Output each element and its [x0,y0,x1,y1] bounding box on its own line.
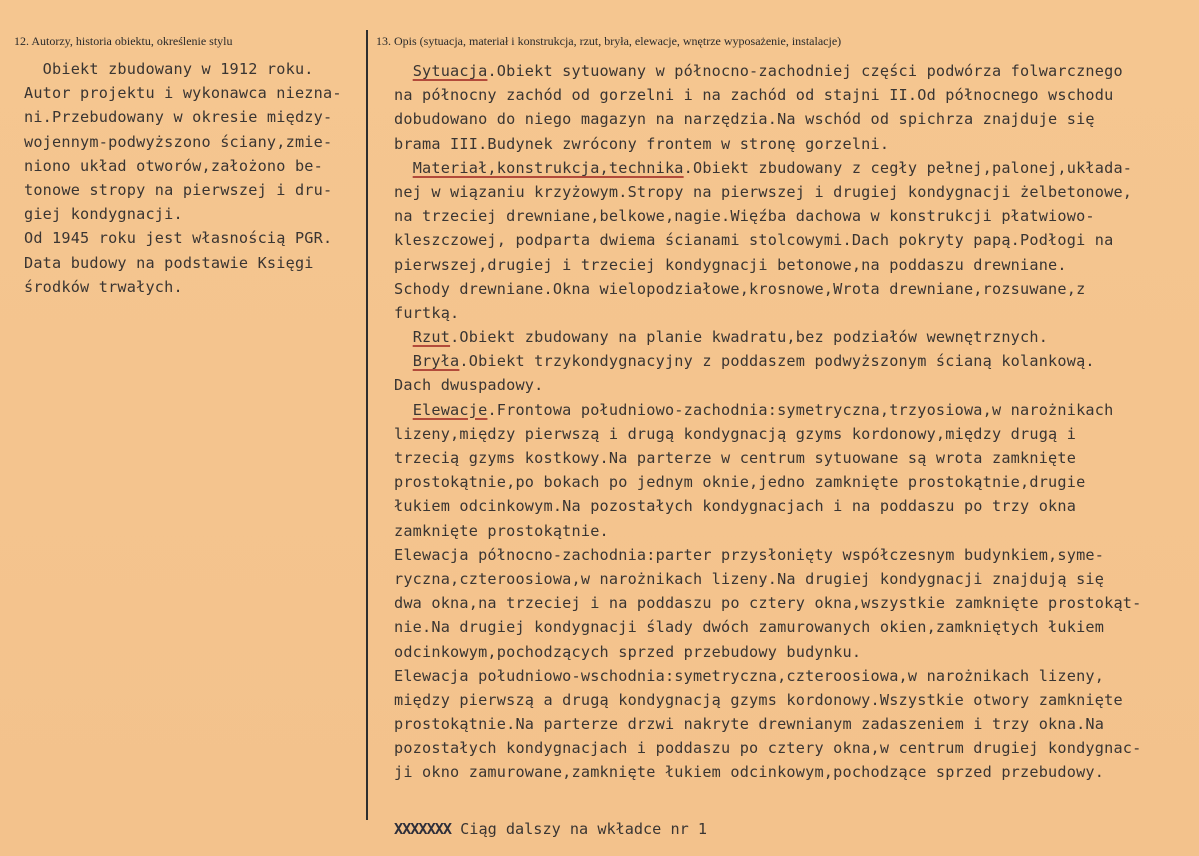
text-line [394,640,1199,664]
line-text: ji okno zamurowane,zamknięte łukiem odcinkowym,pochodzące sprzed przebudowy. [394,763,1105,782]
line-indent [394,401,413,419]
text-line [394,132,1199,156]
text-line [394,156,1199,180]
line-text: Schody drewniane.Okna wielopodziałowe,krosnowe,Wrota drewniane,rozsuwane,z [394,279,1086,298]
text-line: tonowe stropy na pierwszej i dru- [24,180,333,199]
section-12-header: 12. Autorzy, historia obiektu, określenie stylu [14,34,233,48]
line-text: .Obiekt zbudowany z cegły pełnej,palonej,układa- [683,158,1133,177]
text-line: środków trwałych. [24,277,183,296]
text-line: Autor projektu i wykonawca niezna- [24,84,342,103]
line-text: kleszczowej, podparta dwiema ścianami stolcowymi.Dach pokryty papą.Podłogi na [394,231,1114,250]
text-line [394,277,1199,301]
continuation-note [394,820,707,838]
text-line: Data budowy na podstawie Księgi [24,253,314,272]
line-indent [394,159,413,177]
text-line [394,204,1199,228]
text-line [394,664,1199,688]
line-text: na północny zachód od gorzelni i na zachód od stajni II.Od północnego wschodu [394,86,1114,105]
line-text: łukiem odcinkowym.Na pozostałych kondygnacjach i na poddaszu po trzy okna [394,497,1077,516]
authors-history-text [24,57,364,299]
line-text: zamknięte prostokątnie. [394,521,609,540]
text-line [394,253,1199,277]
section-heading: Rzut [412,328,451,347]
line-text: prostokątnie,po bokach po jednym oknie,jedno zamknięte prostokątnie,drugie [394,473,1086,492]
section-13-header: 13. Opis (sytuacja, materiał i konstrukcja, rzut, bryła, elewacje, wnętrze wyposażenie, instalacje) [376,34,842,48]
text-line [394,349,1199,373]
text-line [394,180,1199,204]
line-text: .Obiekt trzykondygnacyjny z poddaszem podwyższonym ścianą kolankową. [459,352,1095,371]
text-line [394,543,1199,567]
text-line [394,107,1199,131]
line-text: na trzeciej drewniane,belkowe,nagie.Więźba dachowa w konstrukcji płatwiowo- [394,207,1095,226]
text-line [394,712,1199,736]
text-line: ni.Przebudowany w okresie między- [24,108,333,127]
line-text: Elewacja północno-zachodnia:parter przysłonięty współczesnym budynkiem,syme- [394,545,1105,564]
line-text: ryczna,czteroosiowa,w narożnikach lizeny.Na drugiej kondygnacji znajdują się [394,569,1105,588]
line-text: pierwszej,drugiej i trzeciej kondygnacji betonowe,na poddaszu drewniane. [394,255,1067,274]
text-line [394,373,1199,397]
line-indent [394,352,413,370]
section-heading: Sytuacja [412,62,488,80]
text-line [394,519,1199,543]
text-line [394,422,1199,446]
line-indent [394,62,413,80]
line-text: nie.Na drugiej kondygnacji ślady dwóch zamurowanych okien,zamkniętych łukiem [394,618,1105,637]
text-line: niono układ otworów,założono be- [24,156,323,175]
line-text: prostokątnie.Na parterze drzwi nakryte drewnianym zadaszeniem i trzy okna.Na [394,715,1105,734]
line-text: pozostałych kondygnacjach i poddaszu po cztery okna,w centrum drugiej kondygnac- [394,739,1142,758]
text-line [394,688,1199,712]
text-line [394,494,1199,518]
description-text [394,59,1199,785]
text-line: Obiekt zbudowany w 1912 roku. [24,60,314,78]
text-line [394,567,1199,591]
line-text: dobudowano do niego magazyn na narzędzia.Na wschód od spichrza znajduje się [394,110,1095,129]
line-text: furtką. [394,303,460,322]
line-text: Elewacja południowo-wschodnia:symetryczna,czteroosiowa,w narożnikach lizeny, [394,666,1105,685]
text-line [394,470,1199,494]
text-line [394,446,1199,470]
text-line [394,615,1199,639]
column-divider [366,30,368,820]
line-text: .Frontowa południowo-zachodnia:symetryczna,trzyosiowa,w narożnikach [487,400,1114,419]
text-line [394,736,1199,760]
struck-out-text: XXXXXXX [394,820,452,838]
text-line [394,325,1199,349]
line-text: .Obiekt zbudowany na planie kwadratu,bez podziałów wewnętrznych. [450,328,1049,347]
line-text: lizeny,między pierwszą i drugą kondygnacją gzyms kordonowy,między drugą i [394,424,1077,443]
section-heading: Materiał,konstrukcja,technika [412,158,684,177]
line-text: nej w wiązaniu krzyżowym.Stropy na pierwszej i drugiej kondygnacji żelbetonowe, [394,182,1133,201]
text-line [394,398,1199,422]
section-heading: Bryła [412,352,460,371]
section-heading: Elewacje [412,400,488,419]
text-line [394,83,1199,107]
line-text: brama III.Budynek zwrócony frontem w stronę gorzelni. [394,134,890,153]
text-line: wojennym-podwyższono ściany,zmie- [24,132,333,151]
line-text: dwa okna,na trzeciej i na poddaszu po cztery okna,wszystkie zamknięte prostokąt- [394,594,1142,613]
line-text: trzecią gzyms kostkowy.Na parterze w centrum sytuowane są wrota zamknięte [394,449,1077,467]
line-text: Dach dwuspadowy. [394,376,544,395]
text-line: giej kondygnacji. [24,205,183,224]
text-line [394,301,1199,325]
line-indent [394,328,413,346]
line-text: .Obiekt sytuowany w północno-zachodniej części podwórza folwarcznego [487,62,1123,80]
line-text: odcinkowym,pochodzących sprzed przebudowy budynku. [394,642,862,661]
text-line [394,591,1199,615]
text-line [394,59,1199,83]
line-text: między pierwszą a drugą kondygnacją gzyms kordonowy.Wszystkie otwory zamknięte [394,690,1123,709]
text-line [394,760,1199,784]
continuation-text: Ciąg dalszy na wkładce nr 1 [451,820,708,838]
text-line: Od 1945 roku jest własnością PGR. [24,229,333,248]
text-line [394,228,1199,252]
